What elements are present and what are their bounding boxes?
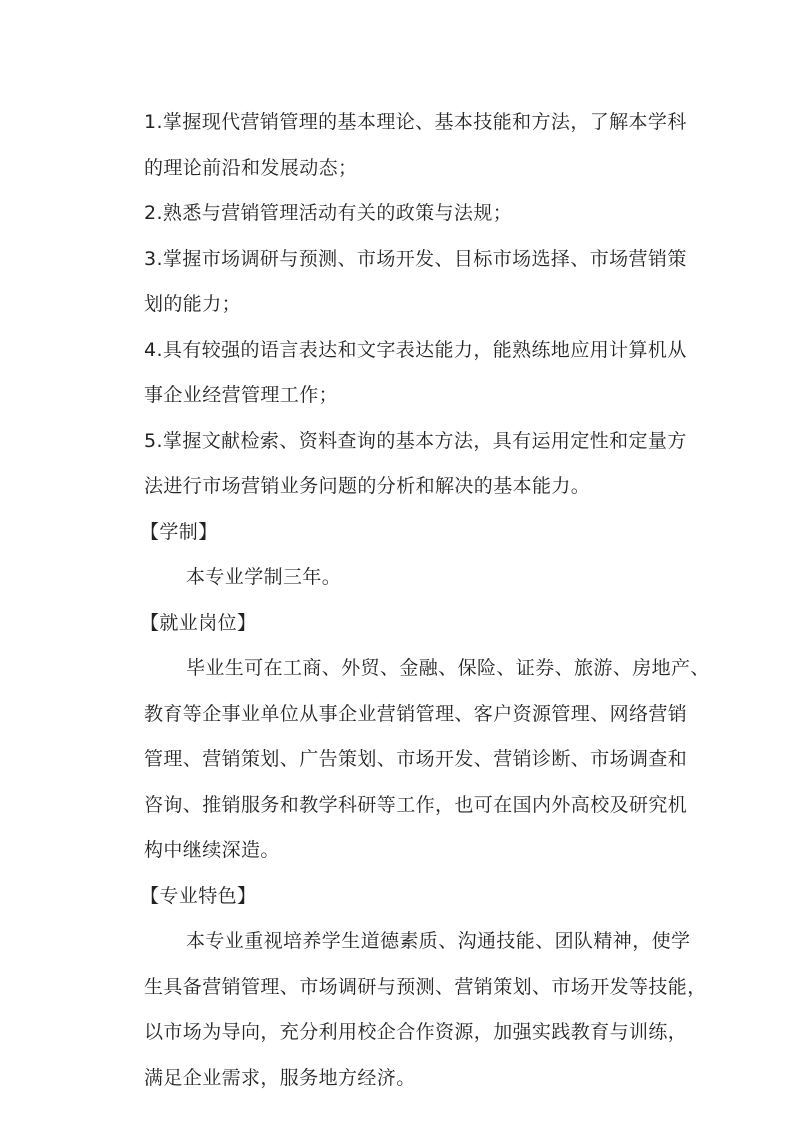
section-paragraph-line: 本专业重视培养学生道德素质、沟通技能、团队精神，使学 — [186, 930, 691, 952]
section-heading-employment: 【就业岗位】 — [140, 611, 257, 634]
section-paragraph-line: 教育等企事业单位从事企业营销管理、客户资源管理、网络营销 — [144, 702, 688, 725]
section-paragraph-line: 满足企业需求，服务地方经济。 — [144, 1066, 416, 1089]
objective-line: 划的能力； — [144, 293, 242, 315]
objectives-list — [144, 100, 687, 510]
section-features — [140, 874, 707, 1102]
objective-item-4 — [144, 328, 687, 419]
section-heading-features: 【专业特色】 — [140, 884, 257, 907]
section-paragraph-line: 毕业生可在工商、外贸、金融、保险、证券、旅游、房地产、 — [186, 657, 710, 679]
section-paragraph-line: 咨询、推销服务和教学科研等工作，也可在国内外高校及研究机 — [144, 793, 688, 816]
objective-line: 法进行市场营销业务问题的分析和解决的基本能力。 — [144, 475, 591, 497]
section-heading-duration: 【学制】 — [140, 520, 218, 543]
objective-line: 2.熟悉与营销管理活动有关的政策与法规； — [144, 202, 513, 224]
objective-line: 的理论前沿和发展动态； — [144, 156, 358, 179]
objective-item-3 — [144, 237, 687, 328]
objective-line: 5.掌握文献检索、资料查询的基本方法，具有运用定性和定量方 — [144, 429, 687, 452]
objective-item-5 — [144, 419, 687, 510]
section-paragraph-line: 管理、营销策划、广告策划、市场开发、营销诊断、市场调查和 — [144, 748, 688, 770]
objective-item-2 — [144, 191, 684, 237]
section-paragraph-line: 生具备营销管理、市场调研与预测、营销策划、市场开发等技能， — [144, 975, 707, 998]
section-paragraph-line: 本专业学制三年。 — [186, 566, 342, 588]
section-paragraph-line: 构中继续深造。 — [144, 839, 280, 861]
section-duration — [140, 510, 684, 601]
section-paragraph-line: 以市场为导向，充分利用校企合作资源，加强实践教育与训练， — [144, 1021, 688, 1043]
section-employment — [140, 601, 710, 874]
objective-line: 事企业经营管理工作； — [144, 384, 339, 406]
document-body — [140, 100, 710, 1101]
objective-line: 3.掌握市场调研与预测、市场开发、目标市场选择、市场营销策 — [144, 247, 687, 270]
objective-line: 1.掌握现代营销管理的基本理论、基本技能和方法，了解本学科 — [144, 111, 687, 133]
objective-item-1 — [144, 100, 687, 191]
objective-line: 4.具有较强的语言表达和文字表达能力，能熟练地应用计算机从 — [144, 338, 687, 361]
